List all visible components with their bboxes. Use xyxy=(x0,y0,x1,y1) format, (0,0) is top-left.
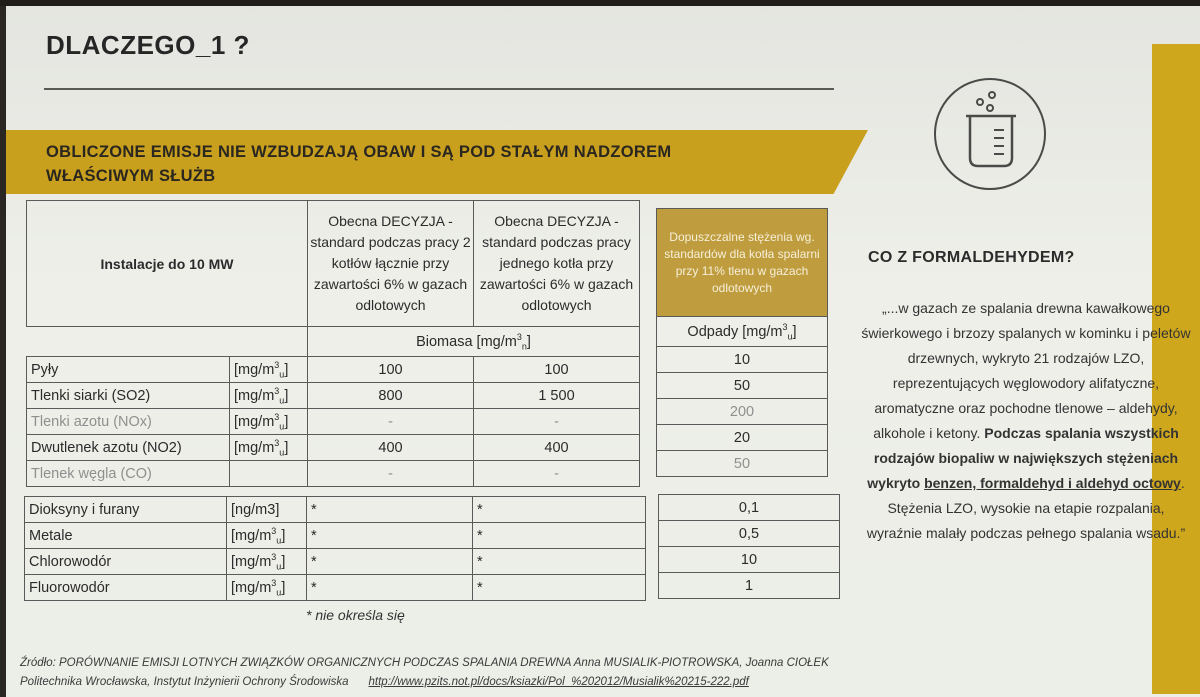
banner-line-1: OBLICZONE EMISJE NIE WZBUDZAJĄ OBAW I SĄ POD STAŁYM NADZOREM xyxy=(46,143,672,161)
side-value: 1 xyxy=(659,573,840,599)
quote-underlined: benzen, formaldehyd i aldehyd octowy xyxy=(924,475,1181,491)
table-row xyxy=(25,575,646,601)
row-v2: * xyxy=(473,575,646,601)
row-v1: 800 xyxy=(308,383,474,409)
side-value: 200 xyxy=(657,399,828,425)
side-value: 50 xyxy=(657,373,828,399)
banner-line-2: WŁAŚCIWYM SŁUŻB xyxy=(46,167,216,185)
source-link[interactable]: http://www.pzits.not.pl/docs/ksiazki/Pol_%202012/Musialik%20215-222.pdf xyxy=(368,676,749,688)
row-v2: * xyxy=(473,497,646,523)
row-v2: - xyxy=(474,461,640,487)
row-v1: 100 xyxy=(308,357,474,383)
top-dark-edge xyxy=(0,0,1200,6)
row-name: Dioksyny i furany xyxy=(25,497,227,523)
row-name: Tlenki azotu (NOx) xyxy=(27,409,230,435)
row-name: Tlenki siarki (SO2) xyxy=(27,383,230,409)
emissions-table xyxy=(26,200,640,487)
row-unit: $[mg/m^3_u]$ xyxy=(227,523,307,549)
row-unit: $[mg/m^3_u]$ xyxy=(227,575,307,601)
lower-emissions-table xyxy=(24,496,646,601)
slide-title: DLACZEGO_1 ? xyxy=(46,30,250,60)
slide xyxy=(6,4,1200,697)
row-v1: 400 xyxy=(308,435,474,461)
row-v2: - xyxy=(474,409,640,435)
table-row xyxy=(25,497,646,523)
row-name: Metale xyxy=(25,523,227,549)
star-footnote: * nie określa się xyxy=(306,607,405,623)
source-line-1: Źródło: PORÓWNANIE EMISJI LOTNYCH ZWIĄZKÓW ORGANICZNYCH PODCZAS SPALANIA DREWNA Anna MUSIALIK-PIOTROWSKA, Joanna CIOŁEK xyxy=(20,657,829,669)
beaker-icon xyxy=(934,78,1046,190)
row-name: Pyły xyxy=(27,357,230,383)
row-unit: $[mg/m^3_u]$ xyxy=(230,357,308,383)
row-v1: * xyxy=(307,523,473,549)
title-underline xyxy=(44,88,834,90)
waste-standards-header: Dopuszczalne stężenia wg. standardów dla kotła spalarni przy 11% tlenu w gazach odlotowych xyxy=(657,209,828,317)
side-value: 10 xyxy=(659,547,840,573)
table-row xyxy=(27,435,640,461)
banner-text xyxy=(46,140,826,188)
row-name: Chlorowodór xyxy=(25,549,227,575)
odpady-label: Odpady $[mg/m^3_u]$ xyxy=(657,317,828,347)
quote-bold: Podczas spalania wszystkich rodzajów biopaliw w największych stężeniach wykryto xyxy=(867,425,1179,491)
quote-text-2: . Stężenia LZO, wysokie na etapie rozpalania, wyraźnie malały podczas pełnego spalania wsadu.” xyxy=(866,475,1186,541)
row-v2: 400 xyxy=(474,435,640,461)
row-v1: - xyxy=(308,461,474,487)
table-row xyxy=(25,523,646,549)
row-v1: * xyxy=(307,549,473,575)
row-v2: 1 500 xyxy=(474,383,640,409)
col2-header: Obecna DECYZJA - standard podczas pracy jednego kotła przy zawartości 6% w gazach odlotowych xyxy=(474,201,640,327)
quote-text-1: „...w gazach ze spalania drewna kawałkowego świerkowego i brzozy spalanych w kominku i peletów drzewnych, wykryto 21 rodzajów LZO, reprezentujących węglowodory alifatyczne, aromatyczne oraz pochodne tlenowe – aldehydy, alkohole i ketony. xyxy=(861,300,1191,441)
source-citation xyxy=(20,654,920,692)
lower-side-table xyxy=(658,494,840,599)
table-row xyxy=(27,357,640,383)
installations-label: Instalacje do 10 MW xyxy=(27,201,308,327)
side-value: 0,5 xyxy=(659,521,840,547)
biomasa-label: Biomasa $[mg/m^3_n]$ xyxy=(308,327,640,357)
table-row xyxy=(27,409,640,435)
row-v2: * xyxy=(473,549,646,575)
col1-header: Obecna DECYZJA - standard podczas pracy 2 kotłów łącznie przy zawartości 6% w gazach odlotowych xyxy=(308,201,474,327)
side-value: 10 xyxy=(657,347,828,373)
side-value: 20 xyxy=(657,425,828,451)
source-institution: Politechnika Wrocławska, Instytut Inżynierii Ochrony Środowiska xyxy=(20,676,349,688)
formaldehyde-quote xyxy=(858,296,1194,546)
row-unit: $[mg/m^3_u]$ xyxy=(227,549,307,575)
table-row xyxy=(27,461,640,487)
side-value: 50 xyxy=(657,451,828,477)
row-unit: $[mg/m^3_u]$ xyxy=(230,435,308,461)
row-name: Dwutlenek azotu (NO2) xyxy=(27,435,230,461)
row-name: Fluorowodór xyxy=(25,575,227,601)
row-unit xyxy=(230,461,308,487)
row-name: Tlenek węgla (CO) xyxy=(27,461,230,487)
side-value: 0,1 xyxy=(659,495,840,521)
row-unit: [ng/m3] xyxy=(227,497,307,523)
source-line-2 xyxy=(20,673,920,692)
formaldehyde-heading: CO Z FORMALDEHYDEM? xyxy=(868,249,1075,266)
waste-standards-table xyxy=(656,208,828,477)
row-v1: * xyxy=(307,575,473,601)
table-row xyxy=(25,549,646,575)
row-v1: - xyxy=(308,409,474,435)
row-v1: * xyxy=(307,497,473,523)
row-v2: 100 xyxy=(474,357,640,383)
row-unit: $[mg/m^3_u]$ xyxy=(230,409,308,435)
table-row xyxy=(27,383,640,409)
row-v2: * xyxy=(473,523,646,549)
biomasa-spacer xyxy=(27,327,308,357)
row-unit: $[mg/m^3_u]$ xyxy=(230,383,308,409)
